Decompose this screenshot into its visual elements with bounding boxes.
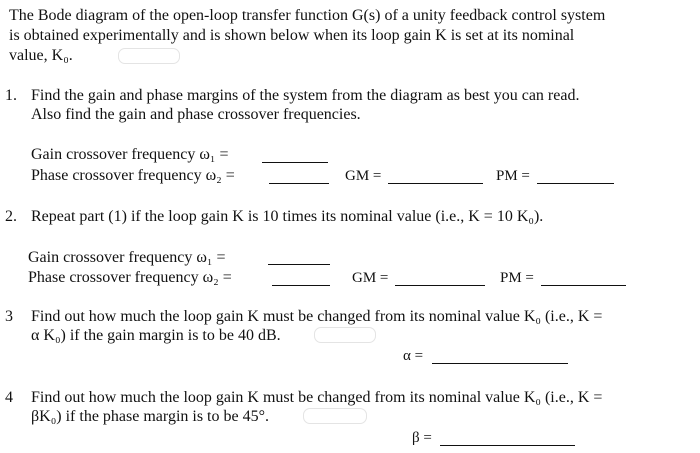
q3-alpha-label: α = <box>403 348 424 364</box>
faint-mark <box>303 408 367 424</box>
q2-phase-crossover-field[interactable] <box>272 271 330 286</box>
q2-pm-label: PM = <box>500 270 534 286</box>
q2-gm-field[interactable] <box>395 271 485 286</box>
q3-alpha-field[interactable] <box>432 349 568 364</box>
q2-phase-crossover-label: Phase crossover frequency ω₂ = <box>28 269 232 286</box>
q2-gm-label: GM = <box>352 270 389 286</box>
q1-gm-field[interactable] <box>388 169 483 184</box>
q2-gain-crossover-label: Gain crossover frequency ω₁ = <box>28 249 226 266</box>
faint-mark <box>314 327 376 343</box>
q3-number: 3 <box>5 308 13 325</box>
q4-beta-field[interactable] <box>440 431 575 446</box>
q1-phase-crossover-field[interactable] <box>269 169 329 184</box>
q4-line-1: Find out how much the loop gain K must be changed from its nominal value K₀ (i.e., K = <box>31 389 603 406</box>
q4-line-2: βK₀) if the phase margin is to be 45°. <box>31 408 269 425</box>
q1-gm-label: GM = <box>345 168 382 184</box>
intro-line-3: value, K₀. <box>9 47 73 64</box>
q2-gain-crossover-field[interactable] <box>268 250 330 265</box>
q2-number: 2. <box>5 208 17 225</box>
q1-gain-crossover-label: Gain crossover frequency ω₁ = <box>31 146 229 163</box>
q2-line-1: Repeat part (1) if the loop gain K is 10 times its nominal value (i.e., K = 10 K₀). <box>31 208 544 225</box>
q3-line-1: Find out how much the loop gain K must be changed from its nominal value K₀ (i.e., K = <box>31 308 603 325</box>
q4-beta-label: β = <box>412 430 432 446</box>
q1-line-2: Also find the gain and phase crossover frequencies. <box>31 106 361 123</box>
q1-gain-crossover-field[interactable] <box>262 148 328 163</box>
intro-line-2: is obtained experimentally and is shown below when its loop gain K is set at its nominal <box>9 27 575 44</box>
q4-number: 4 <box>5 389 13 406</box>
intro-line-1: The Bode diagram of the open-loop transfer function G(s) of a unity feedback control system <box>9 7 606 24</box>
q1-number: 1. <box>5 87 17 104</box>
q1-phase-crossover-label: Phase crossover frequency ω₂ = <box>31 167 235 184</box>
q1-pm-field[interactable] <box>537 169 614 184</box>
q1-line-1: Find the gain and phase margins of the system from the diagram as best you can read. <box>31 87 580 104</box>
faint-mark <box>118 48 180 64</box>
q3-line-2: α K₀) if the gain margin is to be 40 dB. <box>31 327 281 344</box>
q2-pm-field[interactable] <box>541 271 626 286</box>
q1-pm-label: PM = <box>496 168 530 184</box>
